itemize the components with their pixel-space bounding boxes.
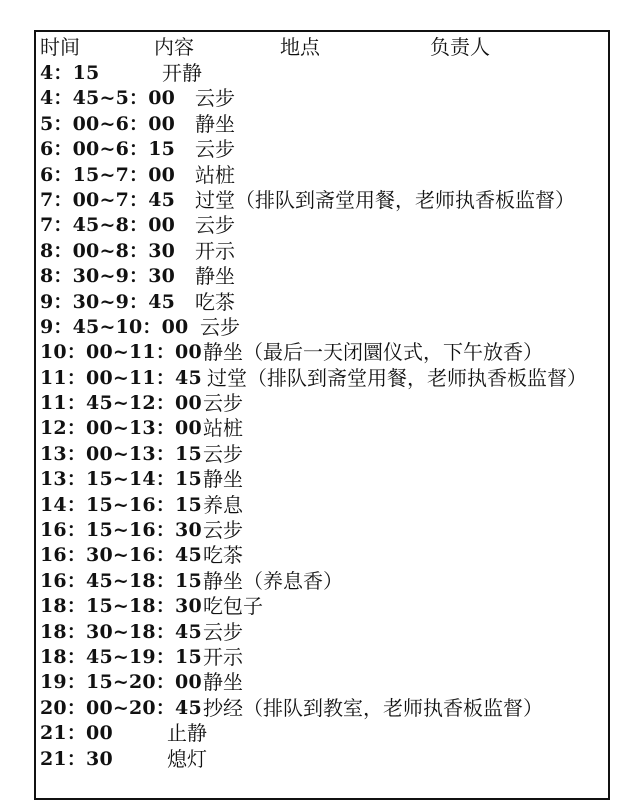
table-row	[40, 416, 608, 441]
row-activity: 开示	[195, 238, 235, 263]
table-row	[40, 467, 608, 492]
table-row	[40, 290, 608, 315]
row-time: 13：00~13：15	[40, 442, 202, 465]
table-row	[40, 86, 608, 111]
row-time: 8：30~9：30	[40, 265, 176, 288]
header-place: 地点	[280, 35, 320, 59]
table-row	[40, 670, 608, 695]
schedule-rows	[40, 61, 608, 772]
row-activity: 云步	[195, 137, 235, 162]
row-activity: 静坐	[195, 264, 235, 289]
row-time: 5：00~6：00	[40, 112, 176, 135]
row-activity: 云步	[195, 213, 235, 238]
row-time: 19：15~20：00	[40, 671, 202, 694]
row-activity: 开静	[162, 61, 202, 85]
table-row	[40, 747, 608, 772]
row-time: 4：15	[40, 62, 100, 84]
schedule-table	[34, 30, 610, 800]
row-time: 20：00~20：45	[40, 696, 202, 719]
row-activity: 过堂（排队到斋堂用餐，老师执香板监督）	[195, 187, 575, 212]
row-activity: 站桩	[195, 162, 235, 187]
row-time: 10：00~11：00	[40, 341, 202, 364]
row-time: 11：00~11：45	[40, 366, 202, 389]
row-activity: 云步	[203, 619, 243, 644]
row-activity: 抄经（排队到教室，老师执香板监督）	[203, 695, 543, 720]
table-row	[40, 239, 608, 264]
row-activity: 吃茶	[195, 289, 235, 314]
table-row	[40, 518, 608, 543]
row-activity: 熄灯	[167, 746, 207, 771]
table-row	[40, 696, 608, 721]
row-activity: 静坐（养息香）	[203, 568, 343, 593]
row-activity: 云步	[203, 391, 243, 416]
row-activity: 云步	[200, 314, 240, 339]
row-activity: 养息	[203, 492, 243, 517]
row-time: 7：45~8：00	[40, 214, 176, 237]
row-activity: 静坐	[195, 111, 235, 136]
row-activity: 止静	[167, 721, 207, 746]
row-time: 21：00	[40, 722, 113, 745]
table-row	[40, 264, 608, 289]
row-time: 6：15~7：00	[40, 163, 176, 186]
table-row	[40, 645, 608, 670]
row-time: 18：45~19：15	[40, 645, 202, 668]
row-time: 18：15~18：30	[40, 595, 202, 618]
row-time: 8：00~8：30	[40, 239, 176, 262]
table-row	[40, 315, 608, 340]
row-time: 16：30~16：45	[40, 544, 202, 567]
table-row	[40, 543, 608, 568]
row-activity: 云步	[203, 518, 243, 543]
table-row	[40, 137, 608, 162]
row-activity: 静坐	[203, 467, 243, 492]
table-row	[40, 112, 608, 137]
header-time: 时间	[40, 35, 80, 59]
table-row	[40, 213, 608, 238]
table-row	[40, 163, 608, 188]
row-time: 9：30~9：45	[40, 290, 176, 313]
row-activity: 静坐	[203, 670, 243, 695]
row-time: 9：45~10：00	[40, 315, 189, 338]
table-row	[40, 721, 608, 746]
row-activity: 云步	[203, 441, 243, 466]
table-row	[40, 391, 608, 416]
row-activity: 吃包子	[203, 594, 263, 619]
table-row	[40, 594, 608, 619]
table-row	[40, 442, 608, 467]
row-time: 12：00~13：00	[40, 417, 202, 440]
row-time: 16：45~18：15	[40, 569, 202, 592]
row-time: 6：00~6：15	[40, 138, 176, 161]
row-time: 4：45~5：00	[40, 87, 176, 110]
row-activity: 过堂（排队到斋堂用餐，老师执香板监督）	[207, 365, 587, 390]
row-time: 13：15~14：15	[40, 468, 202, 491]
row-time: 14：15~16：15	[40, 493, 202, 516]
header-content: 内容	[154, 35, 194, 59]
table-row	[40, 569, 608, 594]
row-activity: 静坐（最后一天闭圜仪式，下午放香）	[203, 340, 543, 365]
header-owner: 负责人	[430, 35, 490, 59]
row-time: 18：30~18：45	[40, 620, 202, 643]
row-activity: 吃茶	[203, 543, 243, 568]
table-row	[40, 620, 608, 645]
table-row	[40, 188, 608, 213]
table-header	[40, 35, 600, 59]
row-time: 21：30	[40, 747, 113, 770]
row-activity: 开示	[203, 644, 243, 669]
table-row	[40, 493, 608, 518]
row-activity: 云步	[195, 86, 235, 111]
row-activity: 站桩	[203, 416, 243, 441]
table-row	[40, 340, 608, 365]
table-row	[40, 366, 608, 391]
row-time: 16：15~16：30	[40, 519, 202, 542]
row-time: 7：00~7：45	[40, 188, 176, 211]
row-time: 11：45~12：00	[40, 392, 202, 415]
table-row	[40, 61, 608, 86]
